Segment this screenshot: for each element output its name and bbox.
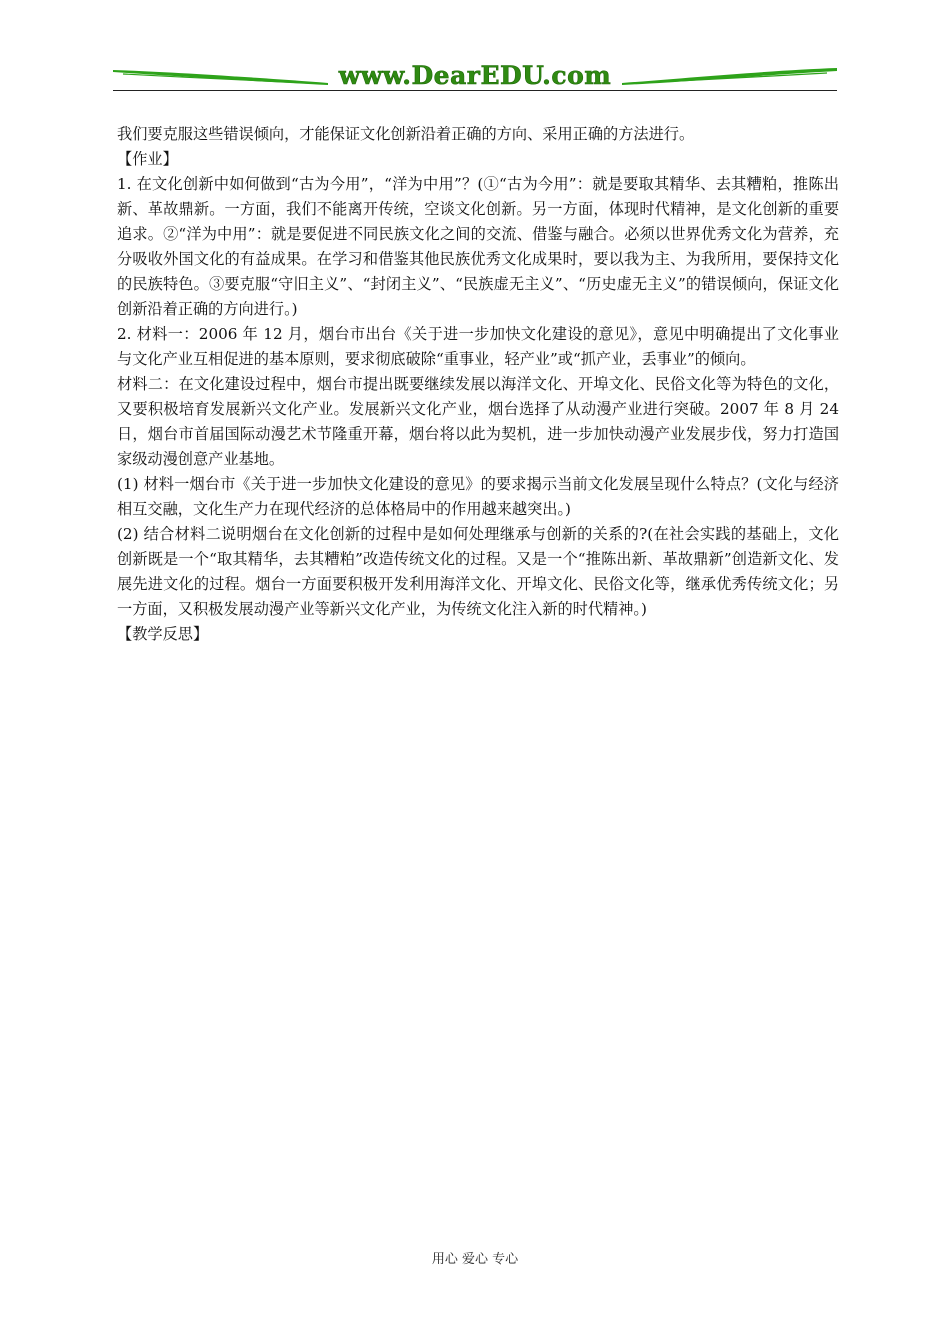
intro-paragraph: 我们要克服这些错误倾向，才能保证文化创新沿着正确的方向、采用正确的方法进行。 <box>117 125 695 143</box>
site-logo-text: www.DearEDU.com <box>338 61 612 90</box>
question-1: 1. 在文化创新中如何做到“古为今用”，“洋为中用”？(①“古为今用”：就是要取其精华、去其糟粕，推陈出新、革故鼎新。一方面，我们不能离开传统，空谈文化创新。另一方面，体现时代精神，是文化创新的重要追求。②“洋为中用”：就是要促进不同民族文化之间的交流、借鉴与融合。必须以世界优秀文化为营养，充分吸收外国文化的有益成果。在学习和借鉴其他民族优秀文化成果时，要以我为主、为我所用，要保持文化的民族特色。③要克服“守旧主义”、“封闭主义”、“民族虚无主义”、“历史虚无主义”的错误倾向，保证文化创新沿着正确的方向进行。) <box>117 175 839 318</box>
document-body <box>117 122 839 647</box>
question-2-material-1: 2. 材料一：2006 年 12 月，烟台市出台《关于进一步加快文化建设的意见》，意见中明确提出了文化事业与文化产业互相促进的基本原则，要求彻底破除“重事业，轻产业”或“抓产业，丢事业”的倾向。 <box>117 325 839 368</box>
homework-heading: 【作业】 <box>117 150 178 168</box>
question-2-part-2: (2) 结合材料二说明烟台在文化创新的过程中是如何处理继承与创新的关系的?(在社会实践的基础上，文化创新既是一个“取其精华，去其糟粕”改造传统文化的过程。又是一个“推陈出新、革故鼎新”创造新文化、发展先进文化的过程。烟台一方面要积极开发利用海洋文化、开埠文化、民俗文化等，继承优秀传统文化；另一方面，又积极发展动漫产业等新兴文化产业，为传统文化注入新的时代精神。) <box>117 525 839 618</box>
question-2-part-1: (1) 材料一烟台市《关于进一步加快文化建设的意见》的要求揭示当前文化发展呈现什么特点？(文化与经济相互交融，文化生产力在现代经济的总体格局中的作用越来越突出。) <box>117 475 839 518</box>
header-divider <box>113 90 837 91</box>
page-footer: 用心 爱心 专心 <box>431 1252 519 1267</box>
question-2-material-2: 材料二：在文化建设过程中，烟台市提出既要继续发展以海洋文化、开埠文化、民俗文化等为特色的文化，又要积极培育发展新兴文化产业。发展新兴文化产业，烟台选择了从动漫产业进行突破。2007 年 8 月 24 日，烟台市首届国际动漫艺术节隆重开幕，烟台将以此为契机，进一步加快动漫产业发展步伐，努力打造国家级动漫创意产业基地。 <box>117 375 839 468</box>
teaching-reflection-heading: 【教学反思】 <box>117 625 209 643</box>
page-header <box>113 58 837 92</box>
